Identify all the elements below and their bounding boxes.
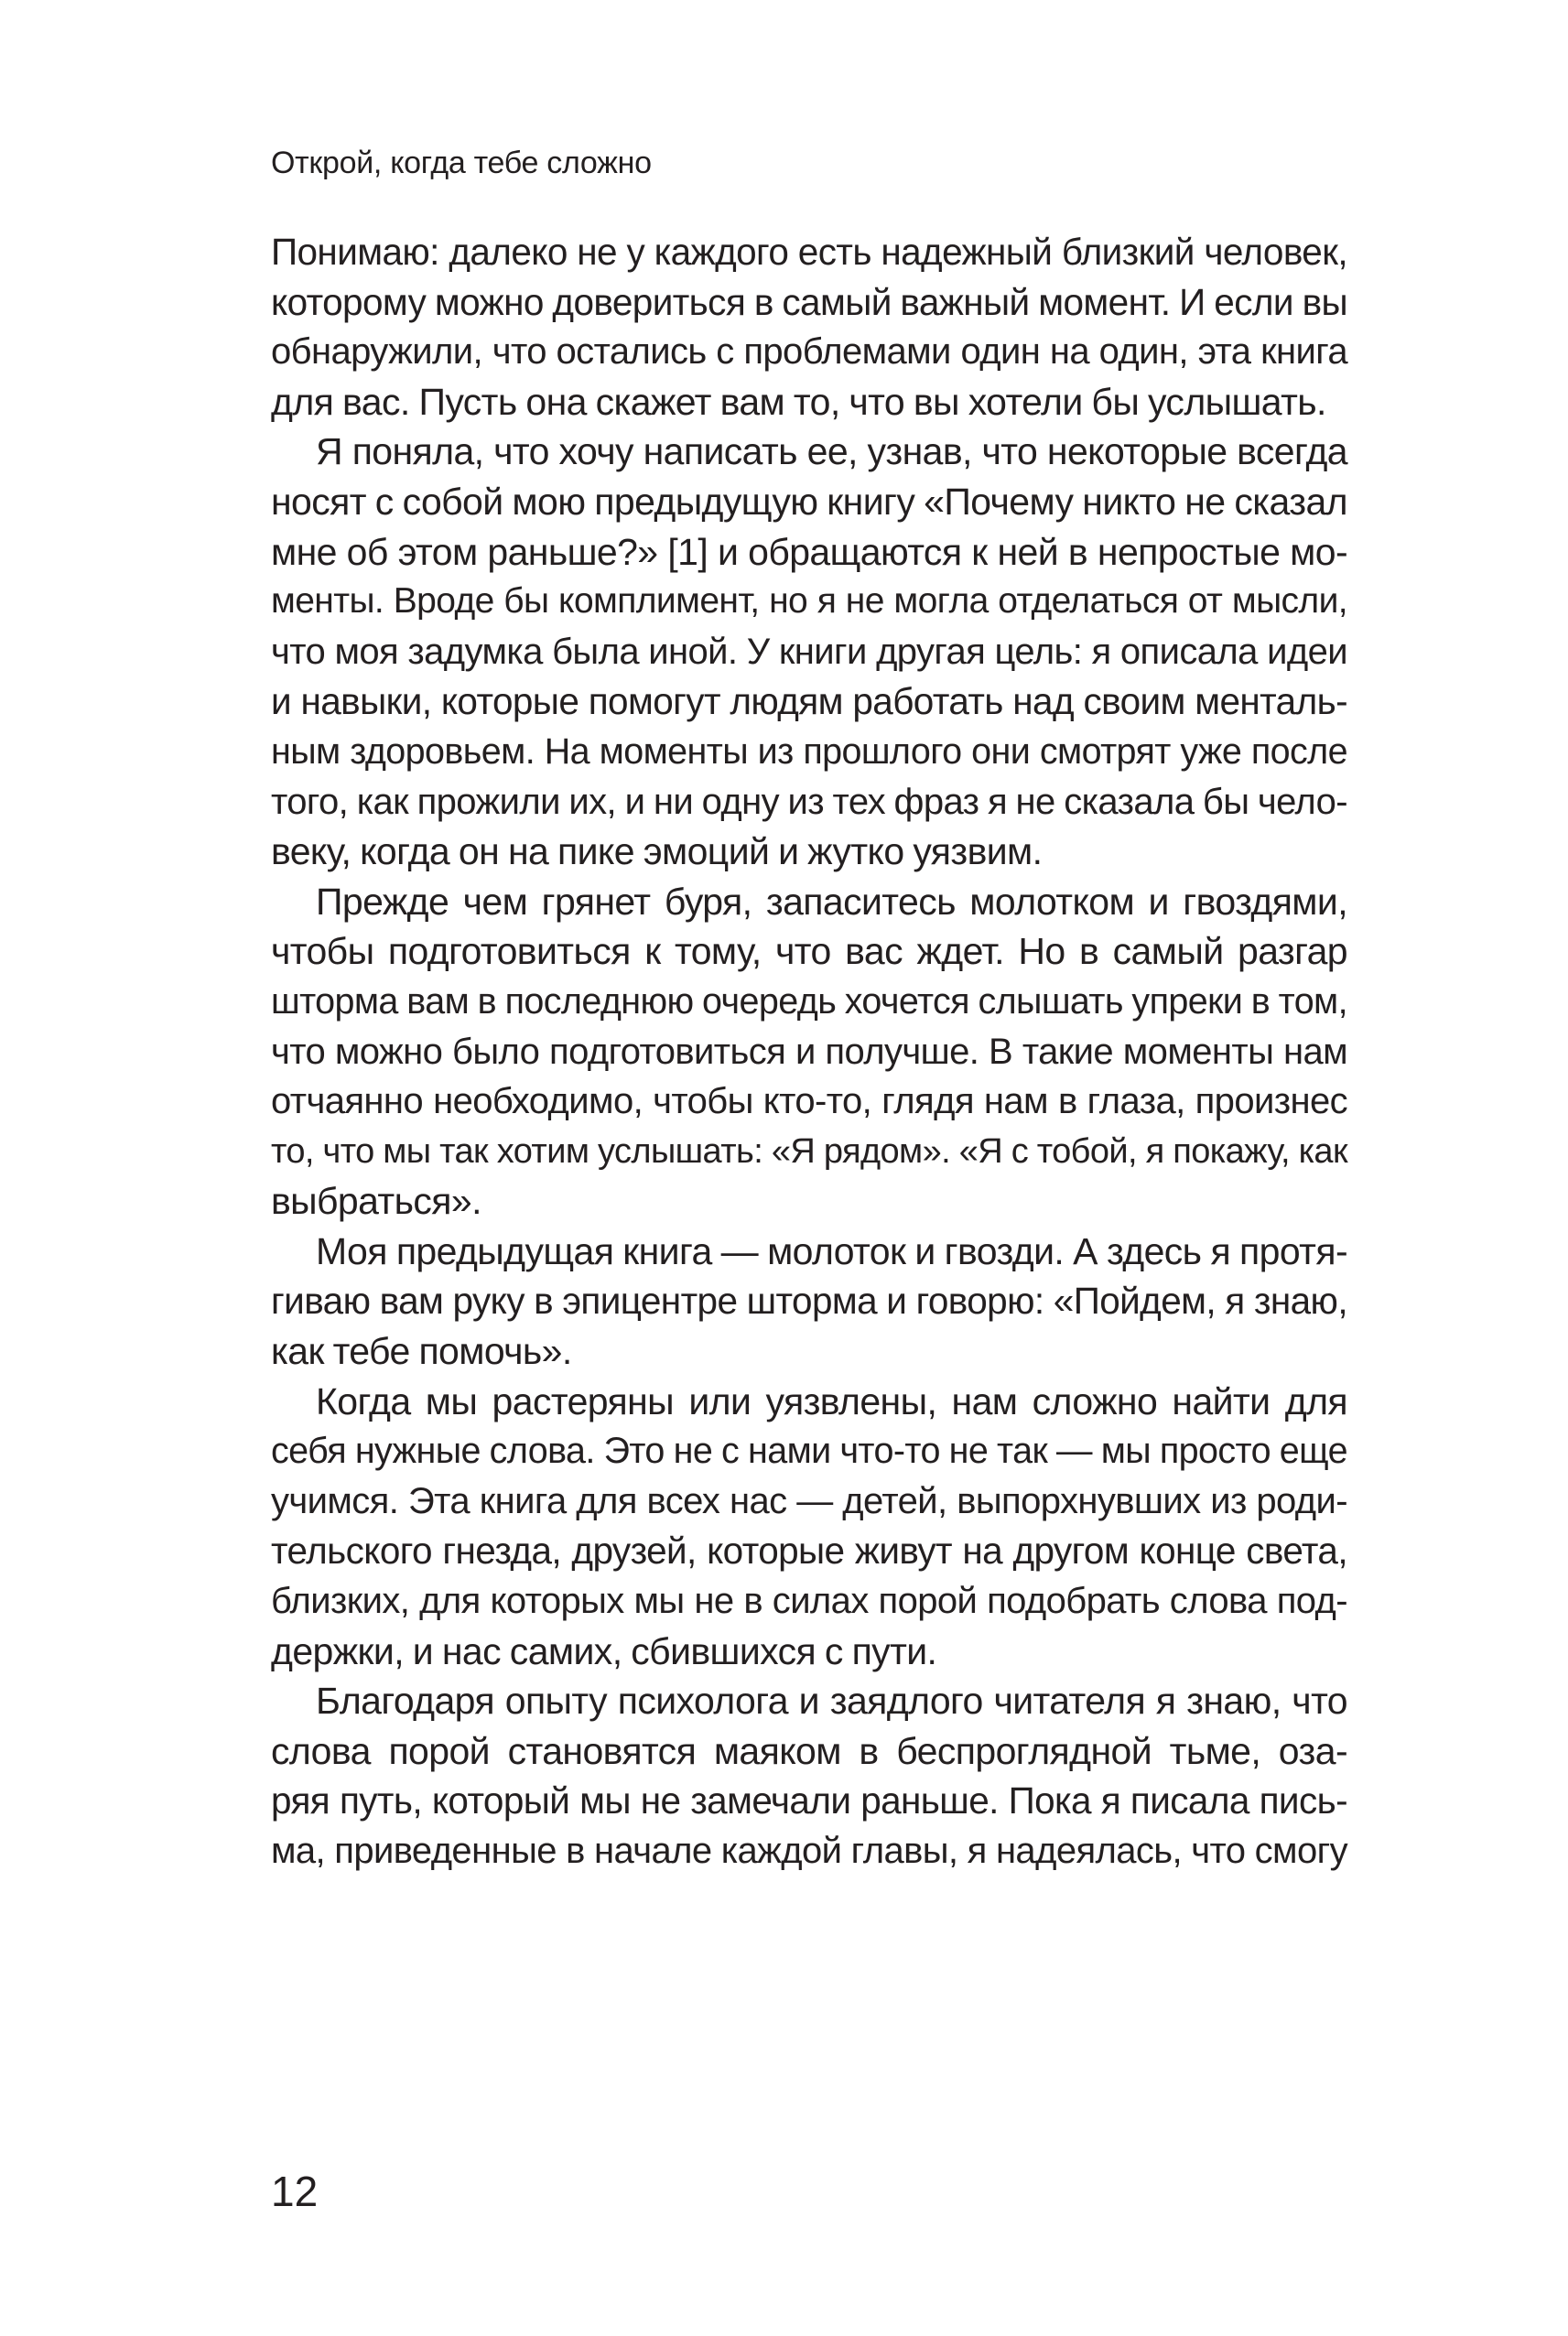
text-line: близких, для которых мы не в силах порой подобрать слова под- bbox=[271, 1581, 1347, 1622]
text-line: ряя путь, который мы не замечали раньше. Пока я писала пись- bbox=[271, 1779, 1347, 1822]
text-line: Понимаю: далеко не у каждого есть надежный близкий человек, bbox=[271, 231, 1347, 273]
text-line: себя нужные слова. Это не с нами что-то не так — мы просто еще bbox=[271, 1431, 1347, 1472]
text-line: что моя задумка была иной. У книги другая цель: я описала идеи bbox=[271, 631, 1347, 672]
text-line: выбраться». bbox=[271, 1180, 481, 1223]
paragraph-1 bbox=[271, 227, 1347, 427]
text-line: менты. Вроде бы комплимент, но я не могла отделаться от мысли, bbox=[271, 581, 1347, 622]
paragraph-4 bbox=[271, 1227, 1347, 1377]
text-line: для вас. Пусть она скажет вам то, что вы хотели бы услышать. bbox=[271, 380, 1326, 423]
text-line: ма, приведенные в начале каждой главы, я надеялась, что смогу bbox=[271, 1831, 1347, 1871]
text-line: как тебе помочь». bbox=[271, 1330, 572, 1373]
body-text bbox=[271, 227, 1347, 1876]
paragraph-6 bbox=[271, 1676, 1347, 1876]
text-line: того, как прожили их, и ни одну из тех фраз я не сказала бы чело- bbox=[271, 781, 1347, 822]
text-line: и навыки, которые помогут людям работать над своим менталь- bbox=[271, 680, 1347, 723]
text-line: шторма вам в последнюю очередь хочется слышать упреки в том, bbox=[271, 980, 1347, 1022]
text-line: то, что мы так хотим услышать: «Я рядом». «Я с тобой, я покажу, как bbox=[271, 1131, 1347, 1171]
text-line: обнаружили, что остались с проблемами один на один, эта книга bbox=[271, 331, 1347, 373]
text-line: чтобы подготовиться к тому, что вас ждет. Но в самый разгар bbox=[271, 930, 1347, 973]
text-line: Прежде чем грянет буря, запаситесь молотком и гвоздями, bbox=[316, 880, 1347, 923]
text-line: держки, и нас самих, сбившихся с пути. bbox=[271, 1629, 937, 1672]
text-line: которому можно довериться в самый важный момент. И если вы bbox=[271, 280, 1347, 323]
text-line: учимся. Эта книга для всех нас — детей, выпорхнувших из роди- bbox=[271, 1480, 1347, 1521]
paragraph-5 bbox=[271, 1377, 1347, 1677]
text-line: отчаянно необходимо, чтобы кто-то, глядя нам в глаза, произнес bbox=[271, 1081, 1347, 1122]
text-line: гиваю вам руку в эпицентре шторма и говорю: «Пойдем, я знаю, bbox=[271, 1280, 1347, 1323]
text-line: что можно было подготовиться и получше. В такие моменты нам bbox=[271, 1031, 1347, 1072]
text-line: ным здоровьем. На моменты из прошлого они смотрят уже после bbox=[271, 730, 1347, 772]
text-line: веку, когда он на пике эмоций и жутко уязвим. bbox=[271, 830, 1043, 873]
text-line: Когда мы растеряны или уязвлены, нам сложно найти для bbox=[316, 1379, 1347, 1422]
text-line: тельского гнезда, друзей, которые живут на другом конце света, bbox=[271, 1530, 1347, 1573]
page-number: 12 bbox=[271, 2168, 319, 2215]
text-line: Моя предыдущая книга — молоток и гвозди. А здесь я протя- bbox=[316, 1229, 1347, 1272]
text-line: носят с собой мою предыдущую книгу «Почему никто не сказал bbox=[271, 480, 1347, 523]
paragraph-3 bbox=[271, 877, 1347, 1227]
text-line: Благодаря опыту психолога и заядлого читателя я знаю, что bbox=[316, 1680, 1347, 1723]
text-line: мне об этом раньше?» [1] и обращаются к ней в непростые мо- bbox=[271, 530, 1347, 573]
text-line: слова порой становятся маяком в беспроглядной тьме, оза- bbox=[271, 1729, 1347, 1772]
running-header: Открой, когда тебе сложно bbox=[271, 146, 652, 180]
paragraph-2 bbox=[271, 427, 1347, 876]
text-line: Я поняла, что хочу написать ее, узнав, что некоторые всегда bbox=[316, 430, 1347, 473]
